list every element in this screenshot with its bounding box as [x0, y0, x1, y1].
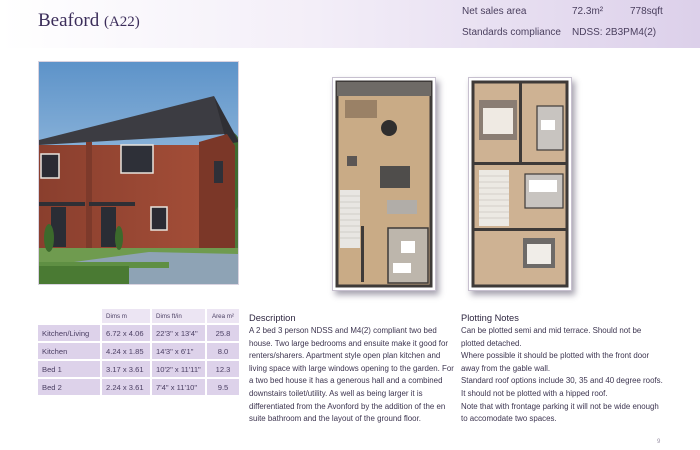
plotting-notes-body: [461, 325, 676, 426]
description-line: downstairs toilet/utility. As well as being larger it is: [249, 388, 423, 398]
plotting-note-line: It should not be plotted with a hipped roof.: [461, 388, 608, 398]
dims-m: 6.72 x 4.06: [100, 325, 150, 341]
standards-label: Standards compliance: [462, 27, 561, 38]
header-dims-m: Dims m: [100, 309, 150, 323]
area: 8.0: [205, 343, 239, 359]
description-title: Description: [249, 313, 296, 323]
dims-ft: 22'3" x 13'4": [150, 325, 205, 341]
room-name: Kitchen: [38, 343, 100, 359]
page-number: 9: [657, 439, 661, 445]
house-code: (A22): [103, 14, 140, 30]
plotting-note-line: Standard roof options include 30, 35 and 40 degree roofs.: [461, 376, 663, 386]
plotting-note-line: away from the gable wall.: [461, 363, 551, 373]
room-dimensions-table: [38, 307, 239, 397]
net-sales-area-label: Net sales area: [462, 6, 527, 17]
house-exterior-image: [38, 61, 239, 285]
header-area: Area m²: [205, 309, 239, 323]
plotting-note-line: to accomodate two spaces.: [461, 414, 557, 424]
house-name: Beaford: [38, 10, 100, 31]
description-line: house. Two large bedrooms and ensuite make it good for: [249, 338, 448, 348]
plotting-note-line: plotted detached.: [461, 338, 522, 348]
description-line: A 2 bed 3 person NDSS and M4(2) compliant two bed: [249, 326, 437, 335]
table-row: [38, 325, 239, 341]
plotting-note-line: Note that with frontage parking it will not be wide enough: [461, 401, 659, 411]
table-row: [38, 343, 239, 359]
net-sales-area-sqft: 778sqft: [630, 6, 663, 17]
standards-ndss: NDSS: 2B3P: [572, 27, 630, 38]
plotting-note-line: Can be plotted semi and mid terrace. Should not be: [461, 326, 642, 335]
description-line: renters/sharers. Apartment style open plan kitchen and: [249, 351, 441, 361]
room-name: Kitchen/Living: [38, 325, 100, 341]
net-sales-area-sqm: 72.3m²: [572, 6, 604, 17]
room-name: Bed 2: [38, 379, 100, 395]
room-name: Bed 1: [38, 361, 100, 377]
ground-floor-plan: [332, 77, 436, 291]
standards-m4: M4(2): [630, 27, 657, 38]
area: 25.8: [205, 325, 239, 341]
description-line: a two bed house it has a generous hall and a combined: [249, 376, 443, 386]
description-line: differentiated from the Avonford by the addition of the en: [249, 401, 446, 411]
plotting-notes-title: Plotting Notes: [461, 313, 519, 323]
dims-m: 4.24 x 1.85: [100, 343, 150, 359]
dims-m: 3.17 x 3.61: [100, 361, 150, 377]
plotting-note-line: Where possible it should be plotted with the front door: [461, 351, 650, 361]
dims-ft: 10'2" x 11'11": [150, 361, 205, 377]
page-title: [38, 10, 140, 32]
description-body: [249, 325, 454, 426]
first-floor-plan: [468, 77, 572, 291]
area: 12.3: [205, 361, 239, 377]
table-row: [38, 361, 239, 377]
header-dims-ft: Dims ft/in: [150, 309, 205, 323]
dims-ft: 7'4" x 11'10": [150, 379, 205, 395]
dims-ft: 14'3" x 6'1": [150, 343, 205, 359]
area: 9.5: [205, 379, 239, 395]
dims-m: 2.24 x 3.61: [100, 379, 150, 395]
description-line: suite bathroom and the layout of the ground floor.: [249, 414, 421, 424]
header-room: [38, 309, 100, 323]
table-header-row: [38, 309, 239, 323]
description-line: living space with large windows opening to the garden. For: [249, 363, 454, 373]
table-row: [38, 379, 239, 395]
